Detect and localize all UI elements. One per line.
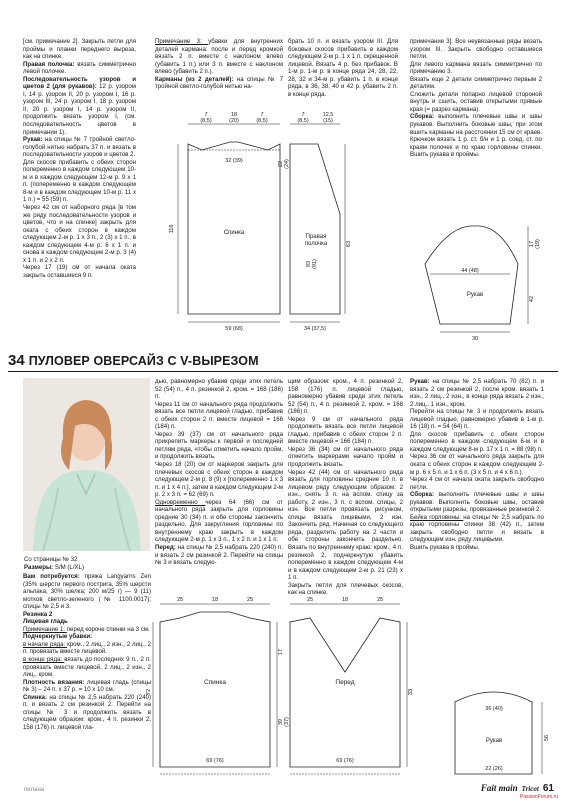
back2-label: Спинка [203, 679, 227, 686]
paragraph-body: выполнить плечевые швы и швы рукавов. Выполнить боковые швы, при этом вшить карманы на расстоянии 15 см от краев. Крючком вязать 1 р. ст. б/н и 1 р. соед. ст. по краям полочек и по краю горловины спинки. Вшить рукава в проймы. [410, 113, 542, 159]
sleeve-width-lower: 30 [471, 336, 479, 342]
back2-dim-2: 18 [211, 597, 219, 603]
paragraph [155, 499, 283, 544]
paragraph-lead: Лицевая гладь [23, 618, 68, 626]
front-label: Правая [305, 234, 327, 240]
front2-label: Перед [335, 679, 355, 686]
paragraph-body: вязать симметрично левой полочке. [23, 60, 136, 76]
paragraph-lead: Плотность вязания: [23, 678, 87, 686]
paragraph-lead: Через 4 см от начала оката закрыть свободно петли. [410, 476, 544, 491]
paragraph [288, 38, 398, 98]
bottom-schematics [146, 592, 560, 782]
paragraph-body: на спицы № 2,5 набрать по краю горловины спинки 38 (42) п., затем закрыть свободно петли и вязать в следующем изн. ряду лицевыми. [410, 513, 544, 544]
paragraph [155, 38, 283, 76]
watermark: PassionForum.ru [519, 794, 558, 800]
paragraph-lead: Сборка: [410, 113, 439, 121]
top-col-2 [155, 38, 283, 104]
paragraph-lead: Через 42 см от наборного ряда [в том же ряду последовательности узоров и цветов, что и на спинке] закрыть для оката с обеих сторон в каждом следующем 2-м р. 1 x 3 п., 2 (3) x 1 п., в каждом следующем 4-м р. 6 x 1 п. и снова в каждом следующем 2-м р. 3 (4) x 1 п. и 2 x 2 п. [23, 204, 136, 264]
sizes-label: Размеры: [24, 563, 55, 571]
paragraph-body: кром., 2 лиц., 2 изн., 2 лиц., 2 п. провязать вместе лицевой. [23, 640, 151, 656]
front2-width: 69 (76) [336, 758, 354, 764]
paragraph [23, 264, 136, 279]
paragraph-body: на спицы № 2,5 набрать 220 (240) п. и вязать 2 см резинкой 2. Перейти на спицы № 3 и продолжить вязать в следующем образом: кром., 4 п. резинки 2, 158 (176) п. лицевой гла- [23, 693, 152, 731]
caption-sizes [24, 564, 84, 572]
paragraph [155, 76, 283, 91]
back-width-upper: 32 (39) [225, 158, 243, 164]
back-piece-outline [188, 142, 280, 314]
paragraph-lead: Через 42 (44) см от начального ряда вязать для горловины средние 10 п. в лицевом ряду следующим образом: 2 изн., снять 3 п. на вспом. спицу за работу, 2 изн., 3 п. с вспом. спицы, 2 изн. Все петли провязать рисунком, спицы вязать лицевыми, 2 изн. Закончить ряд. Начиная со следующего ряда, разделить работу на 2 части и обе стороны закончить раздельно. Вязать по внутреннему краю: кром., 4 п. резинкой 2, подчеркнутую убавить попеременно в каждом следующем 4-м и в каждом следующем 2-м р. 21 (23) x 1 п. [288, 468, 403, 582]
bottom-col-4 [410, 378, 544, 602]
sleeve-width-upper: 44 (48) [461, 268, 479, 274]
paragraph [23, 641, 151, 656]
paragraph [410, 76, 542, 91]
footer-brand [481, 783, 554, 794]
paragraph-lead: Перед: [155, 544, 178, 552]
sleeve2-outline [455, 692, 532, 774]
front2-dim-1: 25 [306, 597, 314, 603]
paragraph-lead: Спинка: [23, 693, 50, 701]
paragraph-body: на спицы № 7 тройной светло-голубой нитью набрать 37 п. и вязать в последовательности узоров и цветов 2. [23, 136, 136, 159]
sleeve-outline [425, 226, 518, 324]
brand-logo: Fait main [480, 783, 518, 793]
paragraph [288, 446, 403, 469]
paragraph [410, 491, 544, 514]
sleeve2-length: 56 [544, 734, 550, 742]
photo-caption [24, 556, 84, 571]
paragraph-lead: Через 18 (20) см от маркеров закрыть для плечевых скосов с обеих сторон в каждом следующем 2-м р. 8 (9) x [попеременно 1 x 3 п. и 1 x 4 п.], затем в каждом следующем 2-м р. 2 x 3 п. = 62 (69) п. [155, 461, 283, 499]
front-height: 63 [346, 240, 352, 248]
back2-outline [160, 612, 270, 767]
front-label-2: полочка [304, 241, 328, 247]
paragraph-lead: Примечание 3: [155, 38, 209, 45]
back-dim-top-left-alt: (8,5) [200, 118, 212, 124]
paragraph-lead: Резинка 2 [23, 610, 53, 618]
paragraph [410, 544, 544, 552]
front-width-lower: 34 (37,5) [303, 326, 327, 332]
front-side-height: 93 [306, 260, 312, 268]
paragraph [410, 514, 544, 544]
front2-height: 33 [408, 688, 414, 696]
paragraph [23, 76, 136, 136]
section-header [8, 354, 558, 372]
paragraph-body: на спицы № 7 тройной светло-голубой нитью на- [155, 75, 283, 91]
paragraph-lead: Правая полочка: [23, 60, 78, 68]
sleeve-label: Рукав [466, 292, 484, 298]
paragraph-lead: Вам потребуется: [23, 573, 85, 580]
paragraph [23, 679, 151, 694]
paragraph [155, 378, 283, 401]
paragraph-body: вязать до последних 9 п., 2 п. провязать вместе лицевой, 2 лиц., 2 изн., 2 лиц., кром. [23, 656, 151, 679]
bottom-col-3 [288, 378, 403, 597]
front-dim-top-left: 7 [301, 112, 305, 118]
front-dim-top-left-alt: (8,5) [297, 118, 309, 124]
footer-left-text: пилана [24, 787, 45, 793]
top-schematics [140, 104, 560, 350]
paragraph-lead: Рукав: [410, 378, 433, 385]
paragraph-lead: Через 39 (37) см от начального ряда прикрепить маркеры к первой и последней петлям ряда, чтобы отметить начало пройм, и продолжить вязать. [155, 430, 283, 461]
paragraph-lead: Через 36 (34) см от начального ряда отметить маркерами начало пройм и продолжить вязать. [288, 445, 403, 469]
paragraph [288, 469, 403, 582]
paragraph [23, 656, 151, 679]
back-dim-top-mid-alt: (20) [229, 118, 239, 124]
paragraph-lead: в конце ряда: [23, 656, 65, 664]
back-width-lower: 59 (68) [225, 326, 243, 332]
front-dim-top-right: 12,5 [322, 112, 334, 118]
paragraph [288, 378, 403, 416]
paragraph-lead: примечание 3]. Все неувязанные ряды вязать узором III. Закрыть свободно оставшиеся петли. [410, 38, 542, 61]
paragraph-lead: Одновременно [155, 498, 206, 506]
paragraph [155, 431, 283, 461]
front-side-height-alt: (91) [312, 259, 318, 269]
top-col-3 [288, 38, 398, 104]
back-dim-top-left: 7 [204, 112, 208, 118]
armhole-height-alt: (24) [284, 159, 290, 169]
paragraph [23, 573, 151, 611]
paragraph [23, 633, 151, 641]
paragraph [23, 61, 136, 76]
paragraph-body: перед короче спинки на 3 см. [66, 625, 150, 633]
bottom-col-1 [23, 573, 151, 782]
paragraph-lead: Вшить рукава в проймы. [410, 544, 480, 552]
back2-width: 69 (76) [206, 758, 224, 764]
paragraph-lead: в начале ряда: [23, 640, 68, 648]
back2-dim-3: 25 [246, 597, 254, 603]
paragraph-lead: Карманы (из 2 деталей): [155, 75, 237, 83]
paragraph [155, 401, 283, 431]
brand-logo-sub: Tricot [521, 785, 539, 793]
paragraph-lead: Перейти на спицы № 3 и продолжить вязать лицевой гладью, равномерно убавив в 1-м р. 16 (18) п. = 54 (64) п. [410, 408, 544, 431]
paragraph [410, 38, 542, 61]
paragraph-body: на спицы № 2,5 набрать 70 (82) п. и вязать 2 см резинкой 2, после кром. вязать 1 изн., 2 лиц., 2 изн., в конце ряда вязать 2 изн., 2 лиц., 1 изн., кром. [410, 378, 544, 408]
sleeve2-width-top: 36 (40) [485, 706, 503, 712]
bottom-col-2 [155, 378, 283, 572]
paragraph-body: 12 р. узором I, 14 р. узором II, 20 р. узором I, 16 р. узором III, 24 р. узором I, 18 р. узором II, 20 р. узором I, 14 р. узором II, продолжить вязать узором I, (см. последовательность цветов в примечании 1). [23, 83, 136, 136]
paragraph-body: лицевая гладь (спицы № 3) – 24 п. x 37 р. = 10 x 10 см. [23, 678, 151, 694]
section-title: ПУЛОВЕР ОВЕРСАЙЗ С V-ВЫРЕЗОМ [28, 354, 259, 368]
model-photo [23, 378, 150, 551]
paragraph-lead: Последовательность узоров и цветов 2 (для рукавов): [23, 75, 136, 91]
paragraph [23, 204, 136, 264]
caption-source: Со страницы № 32 [24, 556, 78, 563]
paragraph-lead: Через 36 см от начального ряда закрыть для оката с обеих сторон в каждом следующем 2-м р. 6 x 5 п. и 1 x 6 п. (3 x 5 п. и 4 x 6 п.). [410, 453, 544, 476]
back2-height: 72 [146, 688, 152, 696]
front2-dim-2: 18 [341, 597, 349, 603]
paragraph-lead: Примечание 1: [23, 625, 67, 633]
paragraph [155, 544, 283, 567]
front2-outline [290, 618, 400, 767]
back-dim-top-right: 7 [260, 112, 264, 118]
sleeve-length: 42 [529, 295, 535, 303]
back-height: 116 [169, 224, 175, 234]
paragraph [410, 61, 542, 76]
paragraph [23, 38, 136, 61]
paragraph-lead: щим образом: кром., 4 п. резинкой 2, 158 (176) п. лицевой гладью, равномерно убавив среди этих петель 52 (54) п., 4 п. резинкой 2, кром. = 168 (186) п. [288, 378, 403, 416]
back-label: Спинка [223, 230, 245, 236]
model-photo-illustration [23, 378, 150, 551]
sleeve-cap-height: 17 [529, 240, 535, 248]
side2-height: 39 [278, 718, 284, 726]
sleeve2-label: Рукав [485, 738, 503, 744]
paragraph-lead: Для левого кармана вязать симметрично по примечанию 3. [410, 60, 542, 76]
section-number: 34 [8, 352, 25, 369]
paragraph-lead: [см. примечание 2]. Закрыть петли для проймы и планки переднего выреза, как на спинке. [23, 38, 136, 61]
paragraph-lead: Закрыть петли для плечевых скосов, как на спинке. [288, 581, 403, 597]
paragraph [410, 476, 544, 491]
paragraph [23, 611, 151, 619]
page-number: 61 [542, 783, 554, 794]
paragraph [410, 431, 544, 454]
paragraph-lead: Для скосов прибавить с обеих сторон попеременно в каждом следующем 6-м и в каждом следующем 8-м р. 17 x 1 п. = 88 (98) п. [410, 430, 544, 453]
paragraph [410, 453, 544, 476]
paragraph-lead: Через 11 см от начального ряда продолжить вязать все петли лицевой гладью, прибавив с обеих сторон 2 п. вместе лицевой = 166 (184) п. [155, 400, 283, 431]
paragraph-lead: Для скосов прибавить с обеих сторон попеременно в каждом следующем 10-м и в каждом следующем 12-м р. 9 x 1 п. (попеременно в каждом следующем 8-м и в каждом следующем 10-м р. 11 x 1 п.) = 55 (59) п. [23, 158, 136, 204]
sleeve-cap-height-alt: (19) [535, 239, 541, 249]
back-dim-top-right-alt: (8,5) [256, 118, 268, 124]
front-dim-top-right-alt: (15) [323, 118, 333, 124]
paragraph-lead: Вязать еще 2 детали симметрично первым 2 деталям. [410, 75, 542, 91]
paragraph [288, 416, 403, 446]
paragraph-lead: брать 10 п. и вязать узором III. Для боковых скосов прибавить в каждом следующем 2-м р. 1 x 1 п. скрещенной лицевой. Вязать 4 р. без прибавок. В 1-м р. 1-м р. в конце ряда 24, 28, 22, 28, 32 и 34-м р. убавить 1 п. в конце ряда, в 36, 38, 40 и 42 р. убавить 2 п. в конце ряда. [288, 38, 398, 98]
paragraph-lead: Через 17 (19) см от начала оката закрыть оставшиеся 9 п. [23, 264, 136, 279]
paragraph [155, 461, 283, 499]
front2-dim-3: 25 [376, 597, 384, 603]
paragraph [410, 378, 544, 408]
back-dim-top-mid: 18 [230, 112, 238, 118]
side2-height-alt: (37) [284, 717, 290, 727]
paragraph-lead: Рукав: [23, 136, 46, 144]
paragraph-lead: Подчеркнутые убавки: [23, 633, 93, 641]
paragraph [23, 694, 151, 732]
paragraph [410, 408, 544, 431]
back2-dim-1: 25 [176, 597, 184, 603]
top-col-1 [23, 38, 136, 350]
paragraph-lead: дью, равномерно убавив среди этих петель 52 (54) п., 4 п. резинкой 2, кром. = 168 (186) п. [155, 378, 283, 401]
paragraph [23, 626, 151, 634]
armhole2-height: 17 [278, 648, 284, 656]
paragraph-lead: Сборка: [410, 491, 439, 499]
paragraph-body: через 64 (66) см от начального ряда закрыть для горловины средние 30 (34) п. и обе стороны закончить раздельно. Для закругления горловины по внутреннему краю закрыть в каждом следующем 2-м р. 1 x 3 п., 1 x 2 п. и 1 x 1 п. [155, 498, 283, 544]
paragraph-body: пряжа Langyarns Zen (35% шерсти первого пострига, 35% шерсти альпака, 30% шелка; 200 м/25 г) — 9 (11) мотков светло-зеленого (№ 1100.0017); спицы № 2,5 и 3. [23, 573, 151, 611]
sizes-value: S/M (L/XL) [54, 563, 84, 571]
paragraph-lead: Сложить детали попарно лицевой стороной внутрь и сшить, оставив открытыми прямые края (= разрез кармана). [410, 90, 542, 113]
paragraph-lead: Бейка горловины: [410, 513, 464, 521]
paragraph [23, 618, 151, 626]
paragraph-body: убавки для внутренних деталей кармана: после и перед кромкой вязать 2 п. вместе с наклоном влево (убавить 1 п.) или 3 п. вместе с наклоном влево (убавить 2 п.). [155, 38, 283, 76]
paragraph [23, 136, 136, 159]
front-piece-outline [290, 144, 340, 314]
paragraph [23, 159, 136, 204]
paragraph-body: на спицы № 2,5 набрать 220 (240) п. и вязать 2 см резинкой 2. Перейти на спицы № 3 и вязать следую- [155, 544, 283, 567]
armhole-height: 22 [278, 160, 284, 168]
paragraph-lead: Через 9 см от начального ряда продолжить вязать все петли лицевой гладью, прибавив с обеих сторон 2 п. вместе лицевой = 166 (184) п. [288, 415, 403, 446]
paragraph-body: выполнить плечевые швы и швы рукавов. Выполнить боковые швы, оставив открытыми разрезы, провязанные резинкой 2. [410, 491, 544, 514]
sleeve2-width-bottom: 22 (26) [485, 766, 503, 772]
